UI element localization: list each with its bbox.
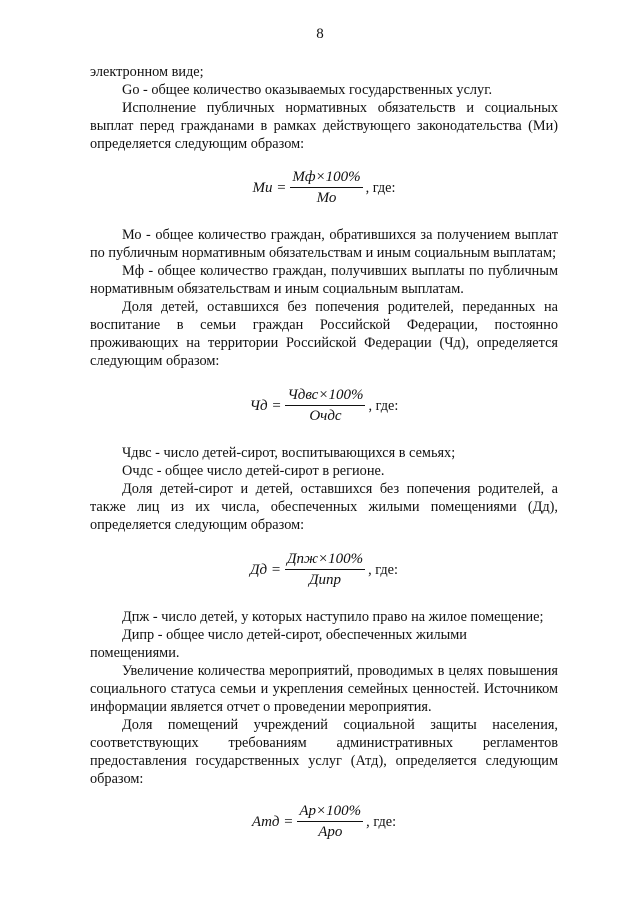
text-line: Дипр - общее число детей-сирот, обеспеченных жилыми помещениями.: [90, 627, 467, 661]
formula-lhs: Ми =: [252, 179, 287, 196]
formula-fraction: [297, 802, 363, 841]
paragraph: Мф - общее количество граждан, получивших выплаты по публичным нормативным обязательствам и иным социальным выплатам.: [90, 263, 558, 297]
formula-dd: [90, 550, 558, 589]
formula-denominator: Дипр: [309, 572, 342, 588]
formula-numerator: Ар×100%: [297, 802, 363, 822]
text-line: Go - общее количество оказываемых государственных услуг.: [122, 82, 493, 98]
formula-chd: [90, 386, 558, 425]
text-line: Дпж - число детей, у которых наступило право на жилое помещение;: [122, 609, 544, 625]
formula-numerator: Мф×100%: [290, 168, 362, 188]
page-number: 8: [316, 26, 324, 42]
document-body: [90, 63, 558, 841]
text-line: Чдвс - число детей-сирот, воспитывающихся в семьях;: [122, 445, 456, 461]
text-line: Очдс - общее число детей-сирот в регионе.: [122, 463, 385, 479]
paragraph: Увеличение количества мероприятий, проводимых в целях повышения социального статуса семьи и укрепления семейных ценностей. Источником информации является отчет о проведении мероприятия.: [90, 663, 558, 715]
formula-fraction: [285, 550, 365, 589]
formula-denominator: Мо: [316, 190, 337, 206]
paragraph: Исполнение публичных нормативных обязательств и социальных выплат перед гражданами в рамках действующего законодательства (Ми) определяется следующим образом:: [90, 100, 558, 152]
formula-denominator: Очдс: [309, 408, 342, 424]
paragraph: Доля детей, оставшихся без попечения родителей, переданных на воспитание в семьи граждан Российской Федерации, постоянно проживающих на территории Российской Федерации (Чд), определяется следующим образом:: [90, 299, 558, 369]
formula-tail: , где:: [366, 813, 397, 830]
formula-mi: [90, 168, 558, 207]
formula-atd: [90, 802, 558, 841]
formula-lhs: Атд =: [251, 813, 294, 830]
formula-tail: , где:: [368, 561, 399, 578]
paragraph: Доля детей-сирот и детей, оставшихся без попечения родителей, а также лиц из их числа, обеспеченных жилыми помещениями (Дд), определяется следующим образом:: [90, 481, 558, 533]
formula-fraction: [285, 386, 365, 425]
formula-numerator: Чдвс×100%: [285, 386, 365, 406]
formula-fraction: [290, 168, 362, 207]
formula-lhs: Дд =: [249, 561, 281, 578]
formula-tail: , где:: [365, 179, 396, 196]
text-line: электронном виде;: [90, 64, 204, 80]
formula-numerator: Дпж×100%: [285, 550, 365, 570]
formula-denominator: Аро: [318, 824, 343, 840]
formula-tail: , где:: [368, 397, 399, 414]
formula-lhs: Чд =: [249, 397, 282, 414]
paragraph: Доля помещений учреждений социальной защиты населения, соответствующих требованиям административных регламентов предоставления государственных услуг (Атд), определяется следующим образом:: [90, 717, 558, 787]
paragraph: Мо - общее количество граждан, обратившихся за получением выплат по публичным нормативным обязательствам и иным социальным выплатам;: [90, 227, 558, 261]
